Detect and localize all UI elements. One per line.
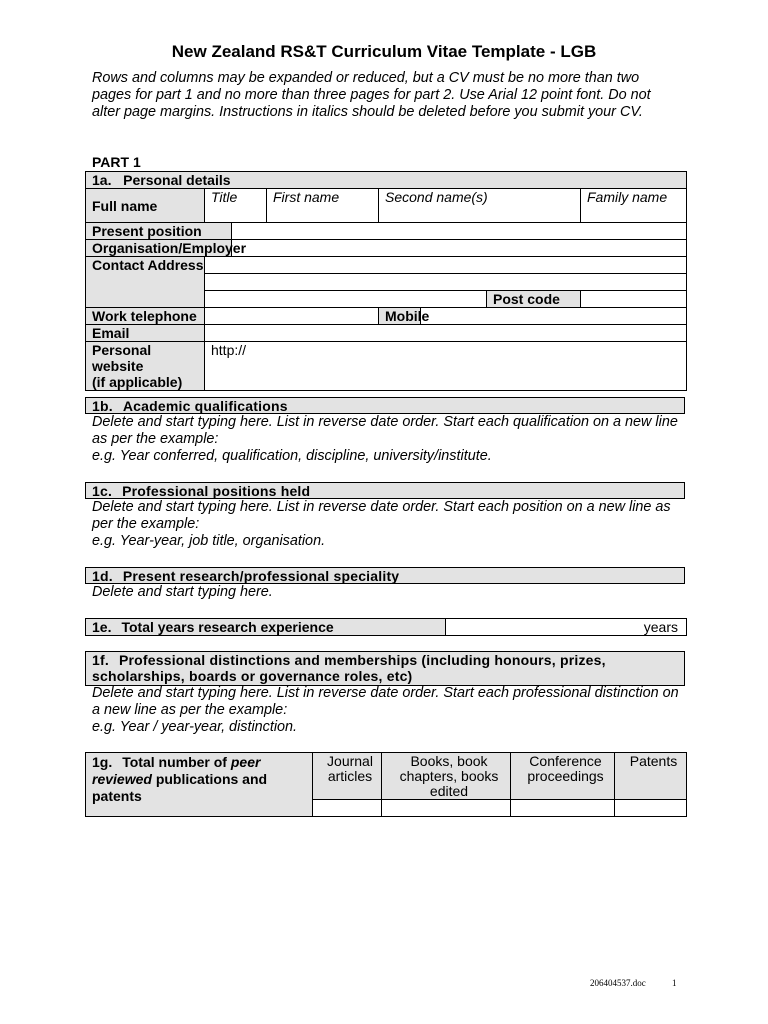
section-1g-heading: 1g. Total number of peer reviewed publications and patents	[86, 753, 313, 817]
work-telephone-field[interactable]	[205, 308, 379, 325]
second-names-field[interactable]: Second name(s)	[379, 189, 581, 223]
work-telephone-label: Work telephone	[86, 308, 205, 325]
years-field[interactable]	[446, 619, 687, 636]
section-1a-title: Personal details	[123, 172, 231, 188]
footer-filename: 206404537.doc	[590, 978, 646, 988]
instruction-example: e.g. Year / year-year, distinction.	[92, 719, 298, 735]
present-position-label: Present position	[86, 223, 232, 240]
conference-proceedings-count[interactable]	[511, 800, 615, 817]
instruction-text: Delete and start typing here. List in reverse date order. Start each position on a new line as per the example:	[92, 499, 671, 532]
title-field[interactable]: Title	[205, 189, 267, 223]
website-field[interactable]: http://	[205, 342, 687, 391]
family-name-field[interactable]: Family name	[581, 189, 687, 223]
section-1a-heading	[86, 172, 687, 189]
journal-articles-header: Journal articles	[313, 753, 382, 800]
section-1e-heading: 1e. Total years research experience	[86, 619, 446, 636]
journal-articles-count[interactable]	[313, 800, 382, 817]
section-1c-instructions[interactable]	[92, 499, 682, 550]
address-line-1[interactable]	[205, 257, 687, 274]
section-1a-number: 1a.	[92, 172, 112, 188]
publications-table	[85, 752, 687, 817]
section-1f-heading: 1f. Professional distinctions and memberships (including honours, prizes, scholarships, boards or governance roles, etc)	[85, 651, 685, 686]
section-1c-heading: 1c. Professional positions held	[85, 482, 685, 499]
first-name-field[interactable]: First name	[267, 189, 379, 223]
mobile-label: Mobile	[379, 308, 421, 325]
section-1b-instructions[interactable]	[92, 414, 682, 465]
personal-details-table	[85, 171, 687, 391]
address-line-2[interactable]	[205, 274, 687, 291]
organisation-field[interactable]	[232, 240, 687, 257]
post-code-field[interactable]	[581, 291, 687, 308]
part-label: PART 1	[92, 154, 141, 170]
years-unit: years	[643, 619, 678, 635]
mobile-field[interactable]	[421, 308, 687, 325]
section-1d-instructions[interactable]	[92, 584, 682, 601]
post-code-label: Post code	[487, 291, 581, 308]
instruction-text: Delete and start typing here. List in reverse date order. Start each professional distinction on a new line as per the example:	[92, 685, 679, 718]
intro-instructions: Rows and columns may be expanded or reduced, but a CV must be no more than two pages for part 1 and no more than three pages for part 2. Use Arial 12 point font. Do not alter page margins. Instructions in italics should be deleted before you submit your CV.	[92, 70, 651, 120]
section-1f-instructions[interactable]	[92, 685, 682, 736]
document-title: New Zealand RS&T Curriculum Vitae Template - LGB	[171, 42, 597, 61]
present-position-field[interactable]	[232, 223, 687, 240]
contact-address-label: Contact Address	[86, 257, 205, 308]
patents-header: Patents	[615, 753, 687, 800]
footer-page-number: 1	[672, 978, 677, 988]
instruction-text: Delete and start typing here.	[92, 584, 273, 600]
address-line-3[interactable]	[205, 291, 487, 308]
section-1e-table	[85, 618, 687, 636]
conference-proceedings-header: Conference proceedings	[511, 753, 615, 800]
organisation-label: Organisation/Employer	[86, 240, 232, 257]
instruction-example: e.g. Year conferred, qualification, discipline, university/institute.	[92, 448, 492, 464]
website-label: Personal website (if applicable)	[86, 342, 205, 391]
patents-count[interactable]	[615, 800, 687, 817]
instruction-example: e.g. Year-year, job title, organisation.	[92, 533, 326, 549]
section-1d-heading: 1d. Present research/professional speciality	[85, 567, 685, 584]
full-name-label: Full name	[86, 189, 205, 223]
books-count[interactable]	[382, 800, 511, 817]
books-header: Books, book chapters, books edited	[382, 753, 511, 800]
email-label: Email	[86, 325, 205, 342]
section-1b-heading: 1b. Academic qualifications	[85, 397, 685, 414]
instruction-text: Delete and start typing here. List in reverse date order. Start each qualification on a new line as per the example:	[92, 414, 678, 447]
email-field[interactable]	[205, 325, 687, 342]
